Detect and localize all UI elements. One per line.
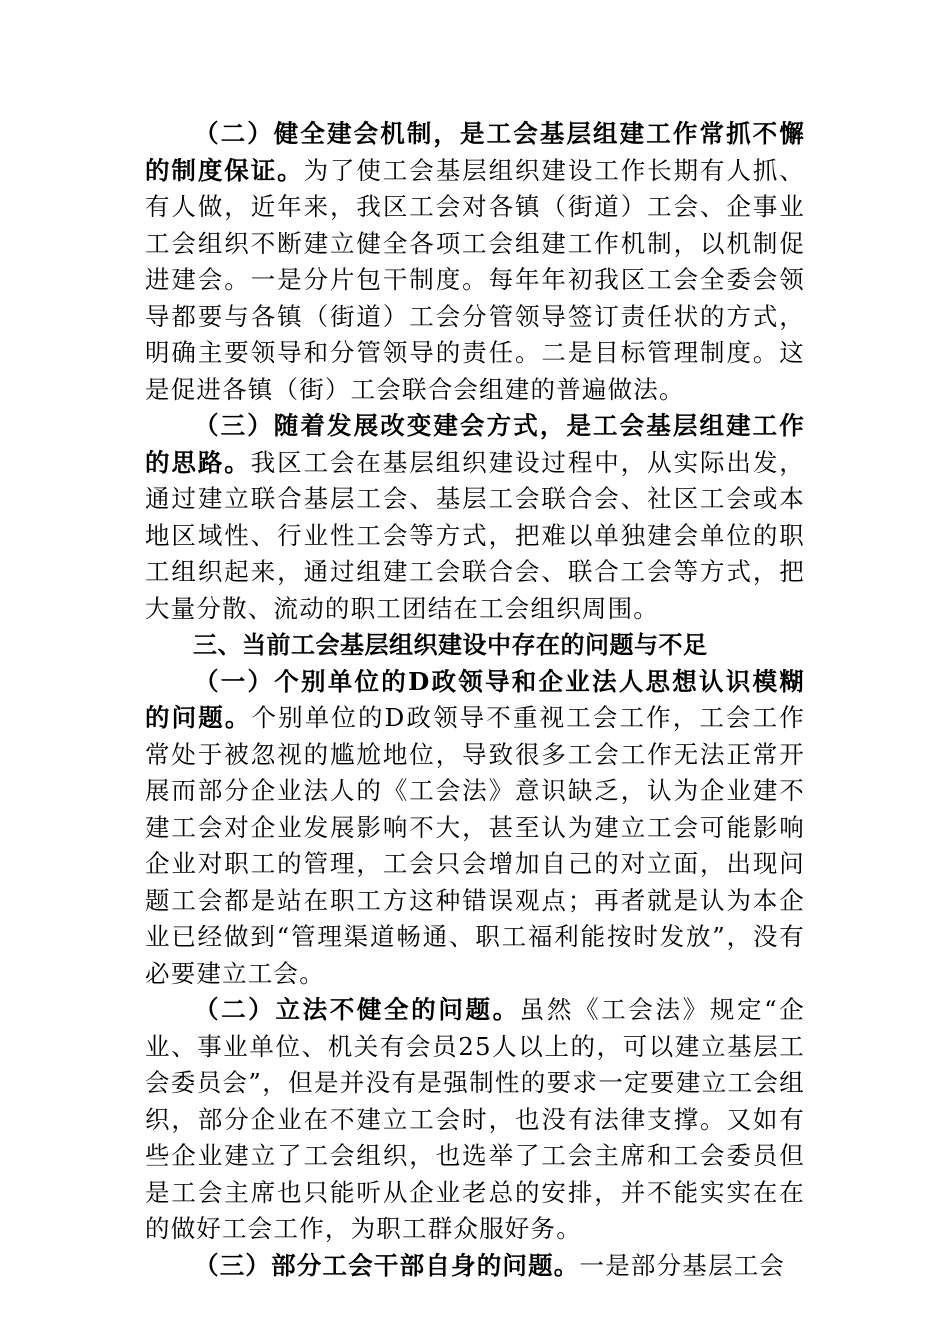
paragraph-problem-awareness <box>145 664 805 993</box>
paragraph-body: 我区工会在基层组织建设过程中，从实际出发，通过建立联合基层工会、基层工会联合会、社区工会或本地区域性、行业性工会等方式，把难以单独建会单位的职工组织起来，通过组建工会联合会、联合工会等方式，把大量分散、流动的职工团结在工会组织周围。 <box>145 447 805 623</box>
paragraph-lead: （二）健全建会机制，是工会基层组建工作常抓不懈的制度保证。 <box>145 119 805 185</box>
paragraph-body: 为了使工会基层组织建设工作长期有人抓、有人做，近年来，我区工会对各镇（街道）工会、企事业工会组织不断建立健全各项工会组建工作机制，以机制促进建会。一是分片包干制度。每年年初我区工会全委会领导都要与各镇（街道）工会分管领导签订责任状的方式，明确主要领导和分管领导的责任。二是目标管理制度。这是促进各镇（街）工会联合会组建的普遍做法。 <box>145 155 805 404</box>
document-page <box>145 116 805 1284</box>
paragraph-lead: （二）立法不健全的问题。 <box>194 995 520 1024</box>
paragraph-lead: （三）随着发展改变建会方式，是工会基层组建工作的思路。 <box>145 411 805 477</box>
paragraph-problem-cadres <box>145 1248 805 1285</box>
paragraph-body: 个别单位的D政领导不重视工会工作，工会工作常处于被忽视的尴尬地位，导致很多工会工作无法正常开展而部分企业法人的《工会法》意识缺乏，认为企业建不建工会对企业发展影响不大，甚至认为建立工会可能影响企业对职工的管理，工会只会增加自己的对立面，出现问题工会都是站在职工方这种错误观点；再者就是认为本企业已经做到“管理渠道畅通、职工福利能按时发放”，没有必要建立工会。 <box>145 703 805 988</box>
paragraph-problem-legislation <box>145 992 805 1248</box>
section-heading: 三、当前工会基层组织建设中存在的问题与不足 <box>193 631 708 659</box>
paragraph-body: 虽然《工会法》规定“企业、事业单位、机关有会员25人以上的，可以建立基层工会委员会”，但是并没有是强制性的要求一定要建立工会组织，部分企业在不建立工会时，也没有法律支撑。又如有些企业建立了工会组织，也选举了工会主席和工会委员但是工会主席也只能听从企业老总的安排，并不能实实在在的做好工会工作，为职工群众服好务。 <box>145 995 805 1243</box>
paragraph-method <box>145 408 805 627</box>
paragraph-mechanism <box>145 116 805 408</box>
paragraph-body: 一是部分基层工会 <box>579 1250 786 1280</box>
paragraph-lead: （一）个别单位的D政领导和企业法人思想认识模糊的问题。 <box>145 666 805 732</box>
paragraph-lead: （三）部分工会干部自身的问题。 <box>194 1250 580 1280</box>
